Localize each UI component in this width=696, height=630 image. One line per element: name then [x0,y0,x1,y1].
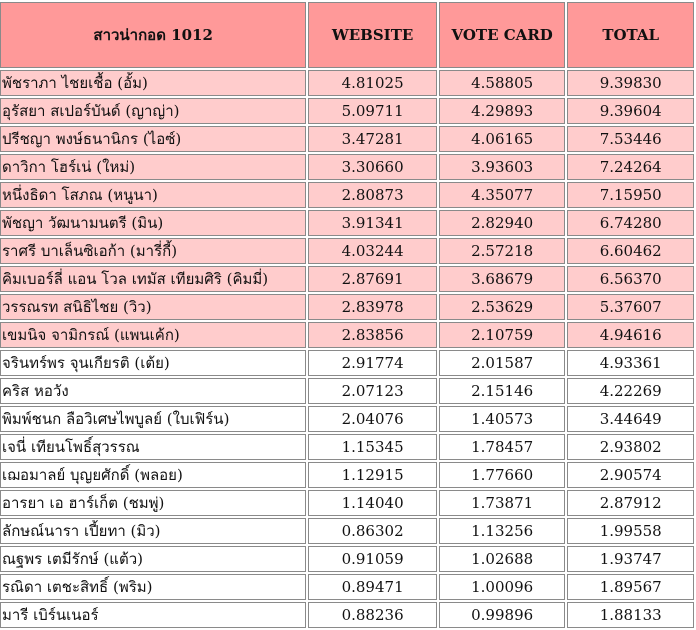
vote-card-score-cell: 1.40573 [439,406,566,432]
website-score-cell: 1.15345 [308,434,437,460]
table-row [0,378,694,404]
vote-card-score-cell: 2.01587 [439,350,566,376]
table-row [0,434,694,460]
vote-card-column-header: VOTE CARD [439,2,566,68]
table-row [0,98,694,124]
vote-card-score-cell: 1.13256 [439,518,566,544]
table-row [0,350,694,376]
total-score-cell: 4.22269 [567,378,694,404]
contestant-name-cell: คิมเบอร์ลี่ แอน โวล เทมัส เทียมศิริ (คิมมี่) [0,266,306,292]
vote-card-score-cell: 2.10759 [439,322,566,348]
table-row [0,238,694,264]
vote-card-score-cell: 2.15146 [439,378,566,404]
vote-card-score-cell: 1.78457 [439,434,566,460]
header-row [0,2,694,68]
table-row [0,602,694,628]
table-row [0,462,694,488]
table-row [0,70,694,96]
total-score-cell: 6.60462 [567,238,694,264]
contestant-name-cell: จรินทร์พร จุนเกียรติ (เต้ย) [0,350,306,376]
contestant-name-cell: คริส หอวัง [0,378,306,404]
score-table-header [0,2,694,68]
contestant-name-cell: รณิดา เตชะสิทธิ์ (พริม) [0,574,306,600]
total-score-cell: 9.39604 [567,98,694,124]
website-score-cell: 2.83978 [308,294,437,320]
contestant-name-cell: เจนี่ เทียนโพธิ์สุวรรณ [0,434,306,460]
vote-card-score-cell: 4.58805 [439,70,566,96]
score-table-body [0,70,694,628]
contestant-name-cell: พิมพ์ชนก ลือวิเศษไพบูลย์ (ใบเฟิร์น) [0,406,306,432]
website-score-cell: 0.86302 [308,518,437,544]
website-column-header: WEBSITE [308,2,437,68]
table-row [0,490,694,516]
total-score-cell: 6.74280 [567,210,694,236]
total-score-cell: 6.56370 [567,266,694,292]
website-score-cell: 2.87691 [308,266,437,292]
website-score-cell: 1.14040 [308,490,437,516]
total-score-cell: 2.90574 [567,462,694,488]
contestant-name-cell: มารี เบิร์นเนอร์ [0,602,306,628]
contestant-name-cell: เฌอมาลย์ บุญยศักดิ์ (พลอย) [0,462,306,488]
name-column-header: สาวน่ากอด 1012 [0,2,306,68]
vote-card-score-cell: 2.57218 [439,238,566,264]
total-score-cell: 2.87912 [567,490,694,516]
contestant-name-cell: ณฐพร เตมีรักษ์ (แต้ว) [0,546,306,572]
vote-card-score-cell: 4.29893 [439,98,566,124]
vote-card-score-cell: 1.73871 [439,490,566,516]
vote-card-score-cell: 4.35077 [439,182,566,208]
total-score-cell: 5.37607 [567,294,694,320]
total-score-cell: 7.24264 [567,154,694,180]
vote-card-score-cell: 1.00096 [439,574,566,600]
website-score-cell: 0.91059 [308,546,437,572]
website-score-cell: 5.09711 [308,98,437,124]
table-row [0,126,694,152]
vote-card-score-cell: 1.02688 [439,546,566,572]
website-score-cell: 2.83856 [308,322,437,348]
website-score-cell: 3.30660 [308,154,437,180]
total-score-cell: 7.53446 [567,126,694,152]
contestant-name-cell: ดาวิกา โฮร์เน่ (ใหม่) [0,154,306,180]
website-score-cell: 2.07123 [308,378,437,404]
table-row [0,322,694,348]
table-row [0,406,694,432]
website-score-cell: 1.12915 [308,462,437,488]
website-score-cell: 3.47281 [308,126,437,152]
table-row [0,546,694,572]
total-score-cell: 9.39830 [567,70,694,96]
contestant-name-cell: ลักษณ์นารา เปี้ยทา (มิว) [0,518,306,544]
total-score-cell: 1.89567 [567,574,694,600]
vote-card-score-cell: 3.68679 [439,266,566,292]
table-row [0,294,694,320]
table-row [0,574,694,600]
contestant-name-cell: อารยา เอ ฮาร์เก็ต (ชมพู่) [0,490,306,516]
total-score-cell: 2.93802 [567,434,694,460]
contestant-name-cell: หนึ่งธิดา โสภณ (หนูนา) [0,182,306,208]
contestant-name-cell: อุรัสยา สเปอร์บันด์ (ญาญ่า) [0,98,306,124]
vote-card-score-cell: 2.53629 [439,294,566,320]
total-column-header: TOTAL [567,2,694,68]
table-row [0,154,694,180]
website-score-cell: 2.91774 [308,350,437,376]
website-score-cell: 4.81025 [308,70,437,96]
total-score-cell: 3.44649 [567,406,694,432]
website-score-cell: 3.91341 [308,210,437,236]
contestant-name-cell: วรรณรท สนิธิไชย (วิว) [0,294,306,320]
website-score-cell: 0.88236 [308,602,437,628]
table-row [0,210,694,236]
website-score-cell: 4.03244 [308,238,437,264]
vote-card-score-cell: 4.06165 [439,126,566,152]
vote-card-score-cell: 0.99896 [439,602,566,628]
total-score-cell: 1.93747 [567,546,694,572]
contestant-name-cell: พัชราภา ไชยเชื้อ (อั้ม) [0,70,306,96]
website-score-cell: 0.89471 [308,574,437,600]
contestant-name-cell: ราศรี บาเล็นซิเอก้า (มารี่กี้) [0,238,306,264]
website-score-cell: 2.04076 [308,406,437,432]
contestant-name-cell: ปรีชญา พงษ์ธนานิกร (ไอซ์) [0,126,306,152]
table-row [0,182,694,208]
vote-card-score-cell: 2.82940 [439,210,566,236]
contestant-name-cell: เขมนิจ จามิกรณ์ (แพนเค้ก) [0,322,306,348]
table-row [0,266,694,292]
total-score-cell: 4.94616 [567,322,694,348]
table-row [0,518,694,544]
website-score-cell: 2.80873 [308,182,437,208]
total-score-cell: 7.15950 [567,182,694,208]
vote-card-score-cell: 1.77660 [439,462,566,488]
contestant-name-cell: พัชญา วัฒนามนตรี (มิน) [0,210,306,236]
total-score-cell: 1.88133 [567,602,694,628]
vote-card-score-cell: 3.93603 [439,154,566,180]
total-score-cell: 4.93361 [567,350,694,376]
total-score-cell: 1.99558 [567,518,694,544]
